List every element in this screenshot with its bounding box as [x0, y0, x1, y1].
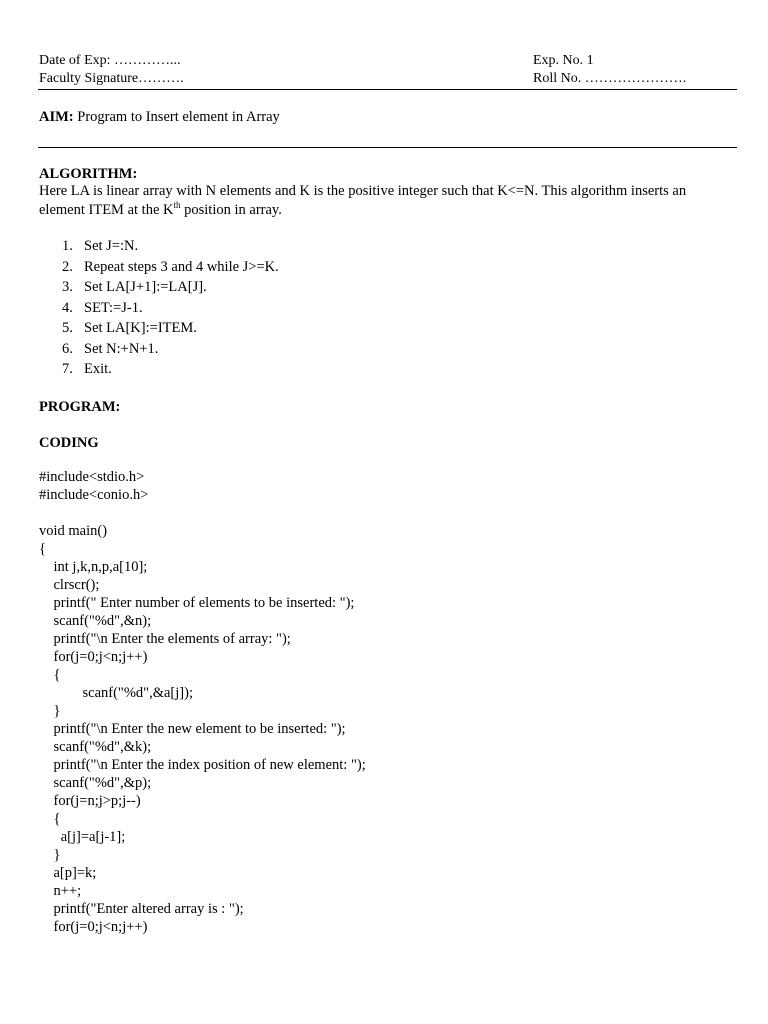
code-line: for(j=0;j<n;j++) [39, 919, 148, 935]
code-line: a[p]=k; [39, 865, 97, 881]
roll-no-label: Roll No. …………………. [533, 71, 687, 86]
code-line: { [39, 667, 61, 683]
algorithm-step [62, 339, 279, 360]
step-text: Set N:+N+1. [84, 340, 159, 357]
algorithm-intro-text-end: position in array. [180, 202, 282, 218]
code-line: printf("Enter altered array is : "); [39, 901, 244, 917]
step-number: 1. [62, 238, 73, 254]
code-line: } [39, 703, 61, 719]
algorithm-step [62, 318, 279, 339]
program-heading: PROGRAM: [39, 399, 121, 415]
step-number: 6. [62, 340, 73, 357]
algorithm-step [62, 236, 279, 257]
code-line: printf("\n Enter the new element to be inserted: "); [39, 721, 346, 737]
exp-no-label: Exp. No. 1 [533, 53, 594, 68]
step-text: SET:=J-1. [84, 299, 143, 316]
algorithm-step [62, 298, 279, 319]
code-line: { [39, 541, 46, 557]
step-number: 3. [62, 279, 73, 295]
code-line: int j,k,n,p,a[10]; [39, 559, 148, 575]
algorithm-intro-superscript: th [173, 200, 181, 211]
aim-line [39, 108, 280, 126]
algorithm-intro-text: Here LA is linear array with N elements and K is the positive integer such that K<=N. This algorithm inserts an element ITEM at the K [39, 183, 687, 218]
step-text: Exit. [84, 361, 112, 377]
algorithm-steps-list [62, 236, 279, 380]
date-of-exp-label: Date of Exp: …………... [39, 53, 181, 68]
step-number: 2. [62, 258, 73, 275]
coding-heading: CODING [39, 435, 99, 451]
code-line: } [39, 847, 61, 863]
step-text: Repeat steps 3 and 4 while J>=K. [84, 258, 279, 275]
code-line: scanf("%d",&k); [39, 739, 152, 755]
code-line: printf("\n Enter the index position of new element: "); [39, 757, 366, 773]
algorithm-step [62, 277, 279, 298]
code-line: { [39, 811, 61, 827]
step-number: 5. [62, 320, 73, 336]
code-line: #include<stdio.h> [39, 469, 145, 485]
code-line: printf(" Enter number of elements to be inserted: "); [39, 595, 355, 611]
code-line: scanf("%d",&a[j]); [39, 685, 193, 701]
code-line: clrscr(); [39, 577, 100, 593]
step-text: Set J=:N. [84, 238, 139, 254]
code-line: scanf("%d",&p); [39, 775, 152, 791]
algorithm-step [62, 359, 279, 380]
code-listing [39, 468, 366, 936]
algorithm-intro [39, 182, 729, 220]
step-number: 4. [62, 299, 73, 316]
faculty-signature-label: Faculty Signature………. [39, 71, 184, 86]
code-line: for(j=n;j>p;j--) [39, 793, 141, 809]
code-line: for(j=0;j<n;j++) [39, 649, 148, 665]
code-line: printf("\n Enter the elements of array: "); [39, 631, 291, 647]
code-line: n++; [39, 883, 82, 899]
algorithm-heading: ALGORITHM: [39, 166, 138, 182]
aim-text: Program to Insert element in Array [77, 109, 280, 125]
code-line: scanf("%d",&n); [39, 613, 152, 629]
aim-divider [38, 147, 737, 148]
algorithm-step [62, 257, 279, 278]
code-line: #include<conio.h> [39, 487, 149, 503]
code-line: a[j]=a[j-1]; [39, 829, 126, 845]
step-text: Set LA[J+1]:=LA[J]. [84, 279, 207, 295]
step-number: 7. [62, 361, 73, 377]
header-divider [38, 89, 737, 90]
code-line [39, 504, 366, 522]
code-line: void main() [39, 523, 108, 539]
step-text: Set LA[K]:=ITEM. [84, 320, 197, 336]
aim-label: AIM: [39, 109, 74, 125]
